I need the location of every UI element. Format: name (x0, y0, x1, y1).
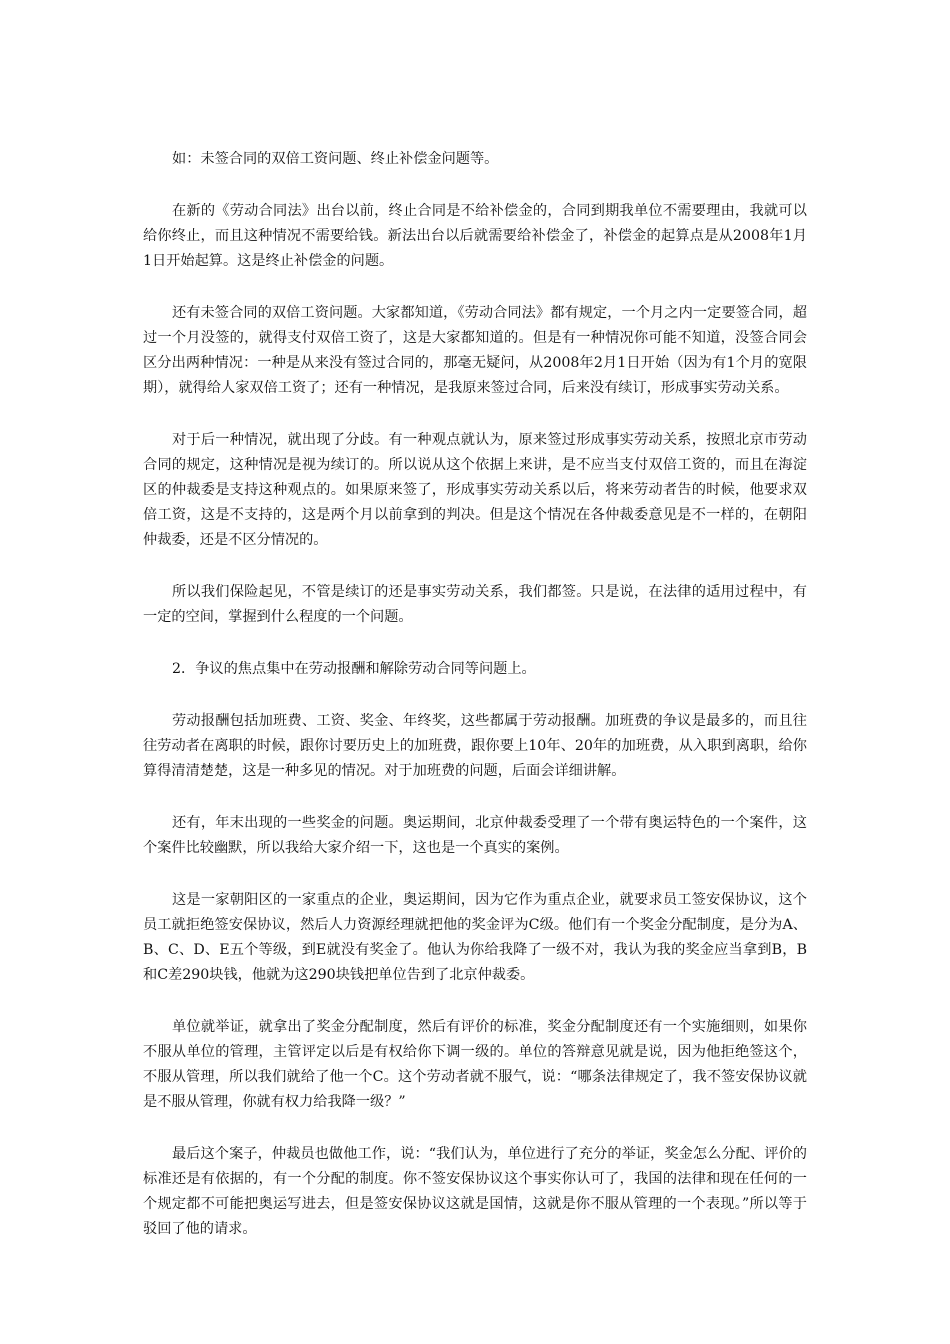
paragraph-insurance: 所以我们保险起见，不管是续订的还是事实劳动关系，我们都签。只是说，在法律的适用过程中，有一定的空间，掌握到什么程度的一个问题。 (143, 584, 807, 625)
paragraph-bonus-issue: 还有，年末出现的一些奖金的问题。奥运期间，北京仲裁委受理了一个带有奥运特色的一个案件，这个案件比较幽默，所以我给大家介绍一下，这也是一个真实的案例。 (143, 815, 807, 856)
paragraph-section-heading: 2．争议的焦点集中在劳动报酬和解除劳动合同等问题上。 (172, 661, 536, 677)
paragraph-double-wage: 还有未签合同的双倍工资问题。大家都知道，《劳动合同法》都有规定，一个月之内一定要签合同，超过一个月没签的，就得支付双倍工资了，这是大家都知道的。但是有一种情况你可能不知道，没签合同会区分出两种情况：一种是从来没有签过合同的，那毫无疑问，从2008年2月1日开始（因为有1个月的宽限期），就得给人家双倍工资了；还有一种情况，是我原来签过合同，后来没有续订，形成事实劳动关系。 (143, 305, 807, 396)
paragraph-case-description: 这是一家朝阳区的一家重点的企业，奥运期间，因为它作为重点企业，就要求员工签安保协议，这个员工就拒绝签安保协议，然后人力资源经理就把他的奖金评为C级。他们有一个奖金分配制度，是分为A、B、C、D、E五个等级，到E就没有奖金了。他认为你给我降了一级不对，我认为我的奖金应当拿到B，B和C差290块钱，他就为这290块钱把单位告到了北京仲裁委。 (143, 892, 807, 983)
paragraph-labor-remuneration: 劳动报酬包括加班费、工资、奖金、年终奖，这些都属于劳动报酬。加班费的争议是最多的，而且往往劳动者在离职的时候，跟你讨要历史上的加班费，跟你要上10年、20年的加班费，从入职到离职，给你算得清清楚楚，这是一种多见的情况。对于加班费的问题，后面会详细讲解。 (143, 713, 807, 779)
paragraph-termination-compensation: 在新的《劳动合同法》出台以前，终止合同是不给补偿金的，合同到期我单位不需要理由，我就可以给你终止，而且这种情况不需要给钱。新法出台以后就需要给补偿金了，补偿金的起算点是从2008年1月1日开始起算。这是终止补偿金的问题。 (143, 203, 807, 269)
document-body (143, 147, 807, 1269)
paragraph-ruling: 最后这个案子，仲裁员也做他工作，说：“我们认为，单位进行了充分的举证，奖金怎么分配、评价的标准还是有依据的，有一个分配的制度。你不签安保协议这个事实你认可了，我国的法律和现在任何的一个规定都不可能把奥运写进去，但是签安保协议这就是国情，这就是你不服从管理的一个表现。”所以等于驳回了他的请求。 (143, 1146, 807, 1237)
paragraph-employer-evidence: 单位就举证，就拿出了奖金分配制度，然后有评价的标准，奖金分配制度还有一个实施细则，如果你不服从单位的管理，主管评定以后是有权给你下调一级的。单位的答辩意见就是说，因为他拒绝签这个，不服从管理，所以我们就给了他一个C。这个劳动者就不服气，说：“哪条法律规定了，我不签安保协议就是不服从管理，你就有权力给我降一级？” (143, 1019, 807, 1110)
paragraph-intro: 如：未签合同的双倍工资问题、终止补偿金问题等。 (172, 151, 499, 167)
paragraph-disagreement: 对于后一种情况，就出现了分歧。有一种观点就认为，原来签过形成事实劳动关系，按照北京市劳动合同的规定，这种情况是视为续订的。所以说从这个依据上来讲，是不应当支付双倍工资的，而且在海淀区的仲裁委是支持这种观点的。如果原来签了，形成事实劳动关系以后，将来劳动者告的时候，他要求双倍工资，这是不支持的，这是两个月以前拿到的判决。但是这个情况在各仲裁委意见是不一样的，在朝阳仲裁委，还是不区分情况的。 (143, 432, 807, 548)
